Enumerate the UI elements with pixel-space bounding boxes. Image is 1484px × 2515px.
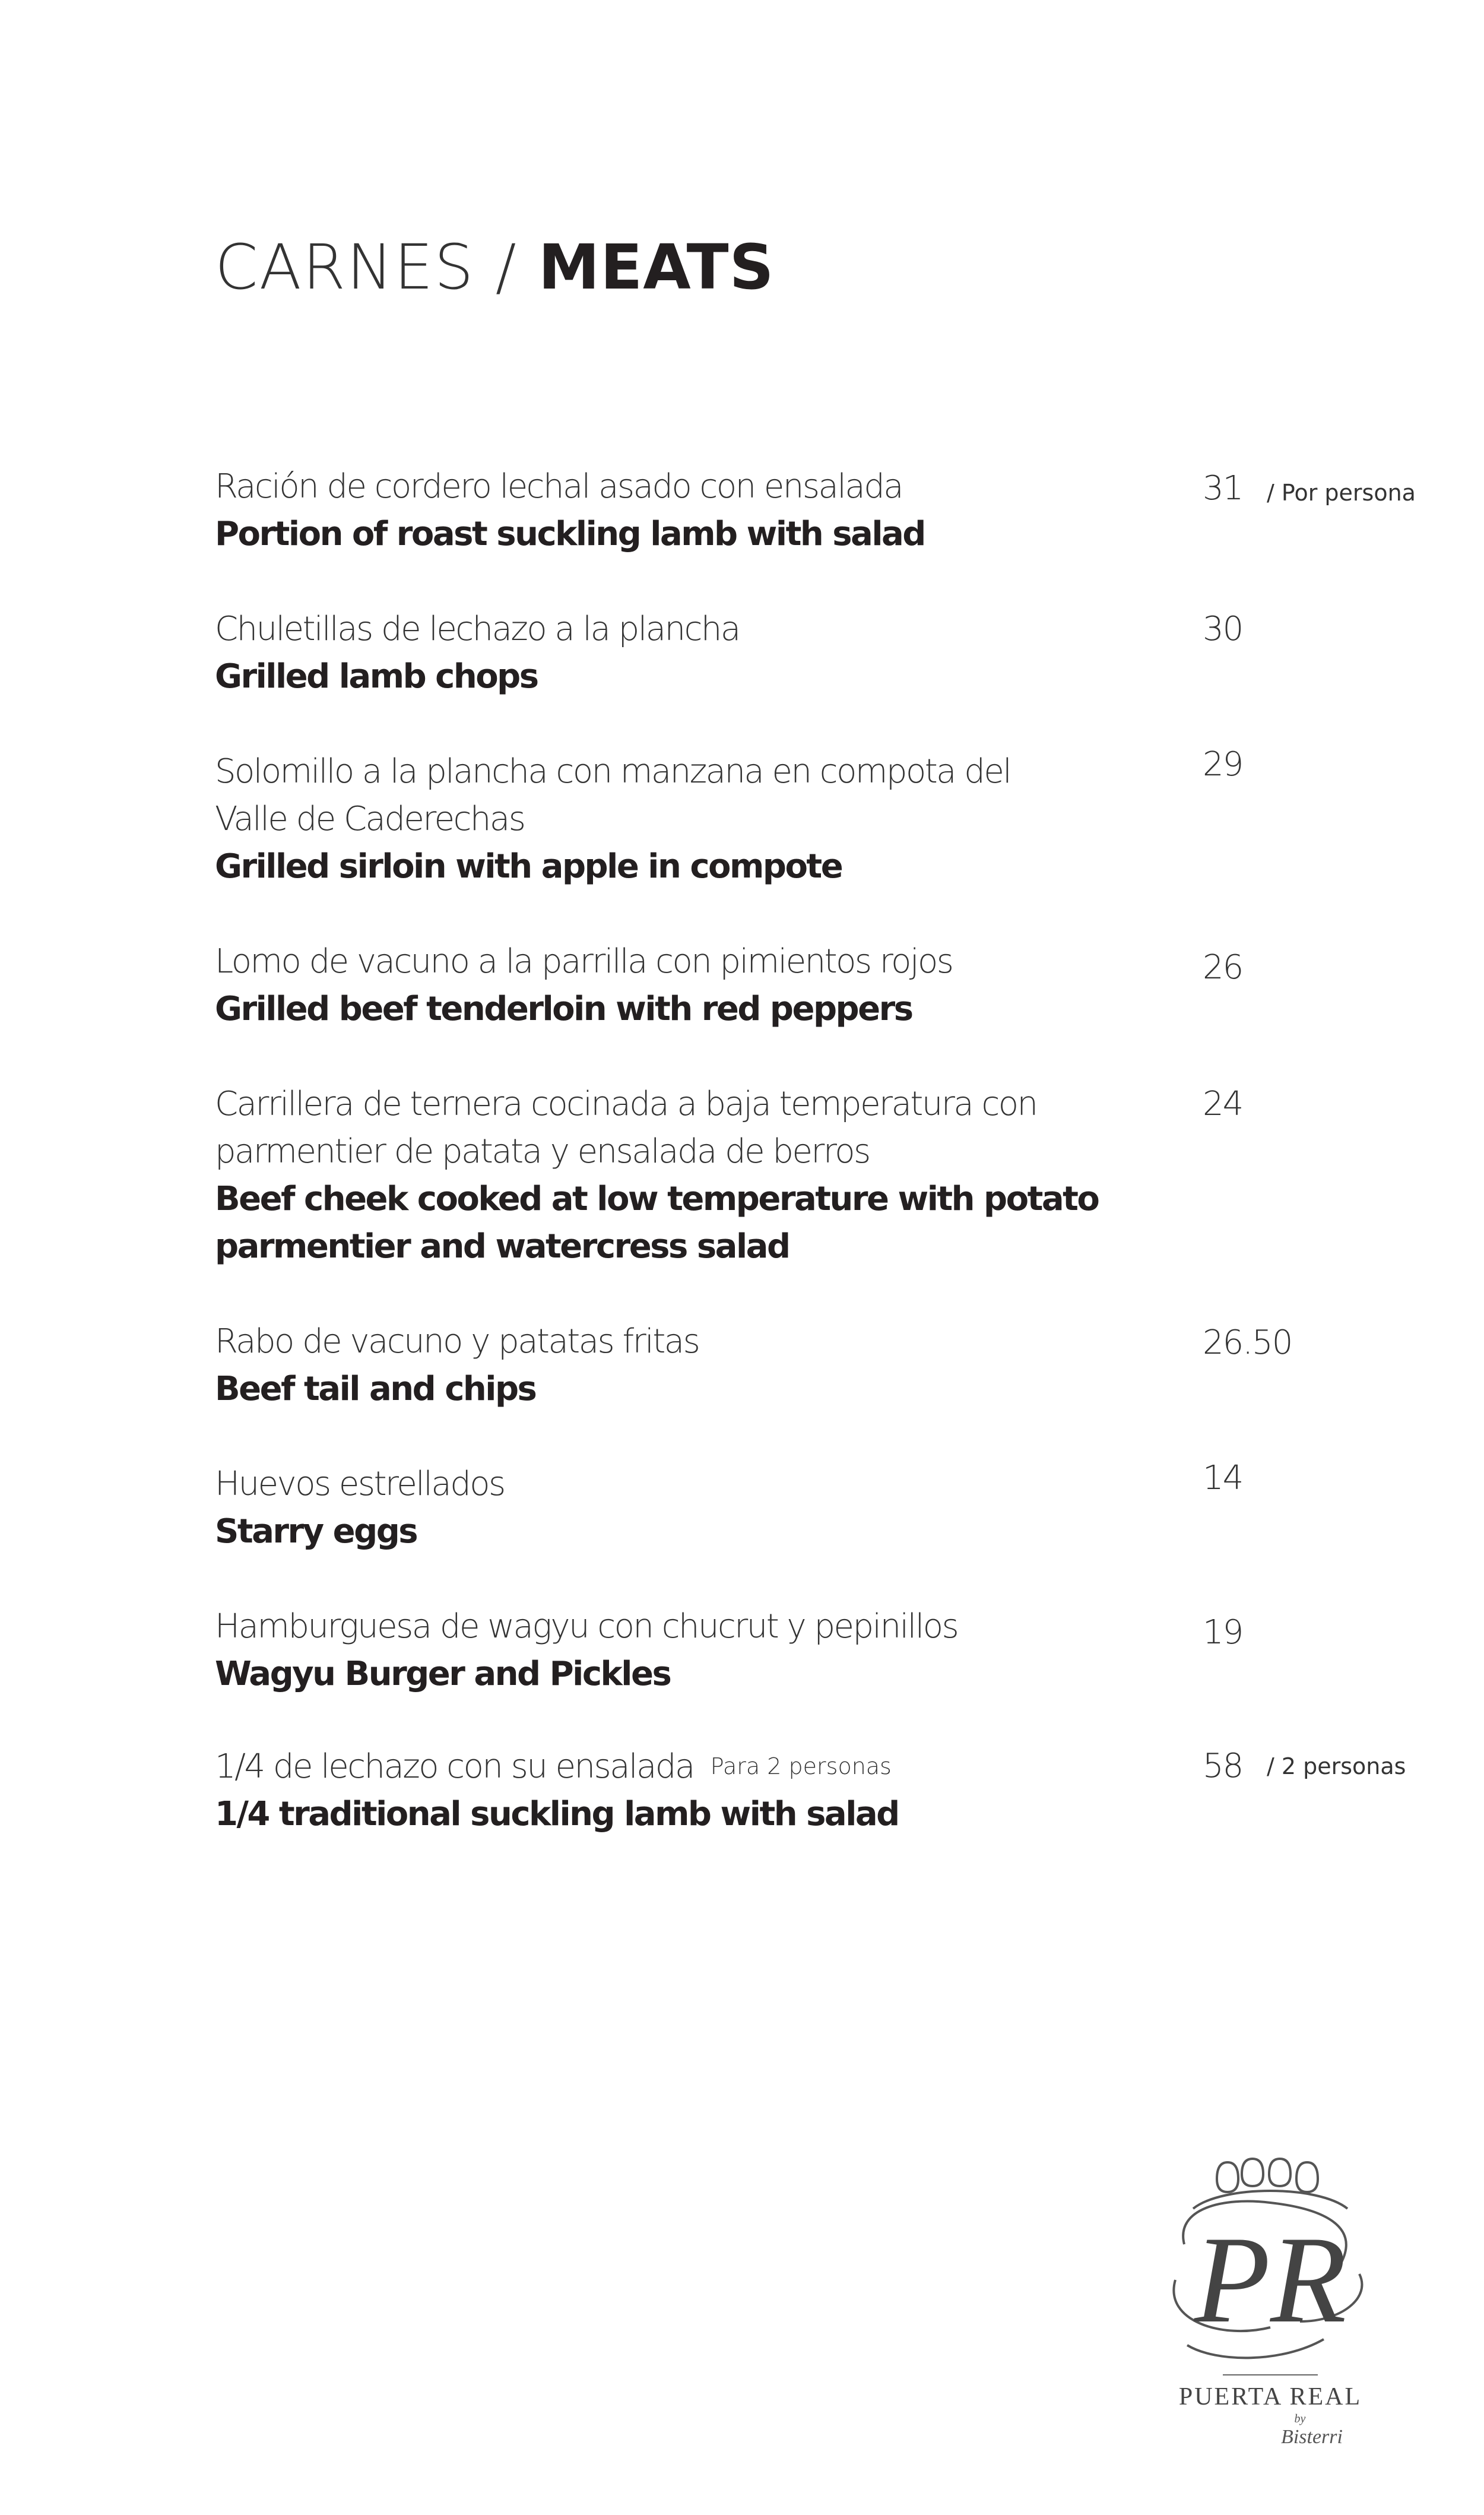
- item-name-es: Rabo de vacuno y patatas fritas: [215, 1322, 699, 1361]
- price-note: / 2 personas: [1267, 1753, 1406, 1779]
- item-name-en: Portion of roast suckling lamb with salad: [215, 515, 925, 553]
- item-price: 30: [1203, 610, 1243, 648]
- item-name-en: parmentier and watercress salad: [215, 1227, 789, 1266]
- menu-item: [215, 463, 1046, 558]
- title-spanish: CARNES /: [215, 231, 538, 303]
- menu-item: [215, 748, 1046, 891]
- page-title: [215, 226, 775, 309]
- item-name-es: Lomo de vacuno a la parrilla con pimientos rojos: [215, 942, 953, 981]
- item-price: 31: [1203, 469, 1243, 508]
- item-name-es: Chuletillas de lechazo a la plancha: [215, 610, 740, 648]
- menu-item: [215, 1743, 1046, 1838]
- item-name-es: Solomillo a la plancha con manzana en compota del: [215, 752, 1011, 791]
- item-name-es: parmentier de patata y ensalada de berros: [215, 1132, 870, 1171]
- item-name-es: Ración de cordero lechal asado con ensalada: [215, 467, 903, 506]
- menu-item: [215, 1461, 1046, 1556]
- item-name-en: 1/4 traditional suckling lamb with salad: [215, 1795, 899, 1833]
- item-price: 14: [1203, 1459, 1243, 1497]
- restaurant-logo: [1152, 2143, 1389, 2446]
- item-name-en: Starry eggs: [215, 1512, 417, 1551]
- menu-item: [215, 606, 1046, 701]
- price-note: / Por persona: [1267, 480, 1416, 506]
- monogram-text: PR: [1194, 2211, 1347, 2349]
- item-name-en: Grilled lamb chops: [215, 657, 538, 696]
- title-english: MEATS: [538, 231, 775, 303]
- logo-by: by: [1294, 2412, 1306, 2425]
- item-name-en: Beef cheek cooked at low temperature with potato: [215, 1180, 1099, 1218]
- item-name-en: Grilled beef tenderloin with red peppers: [215, 990, 912, 1028]
- item-name-es: [215, 1743, 1046, 1791]
- item-name-es: Hamburguesa de wagyu con chucrut y pepinillos: [215, 1607, 958, 1646]
- item-price: 26.50: [1203, 1323, 1292, 1362]
- item-name-es: Carrillera de ternera cocinada a baja temperatura con: [215, 1085, 1037, 1123]
- item-price: 26: [1203, 948, 1243, 987]
- logo-signature: Bisterri: [1281, 2426, 1343, 2446]
- item-name-es-text: 1/4 de lechazo con su ensalada: [215, 1747, 694, 1786]
- item-name-es: Huevos estrellados: [215, 1465, 505, 1503]
- item-name-en: Beef tail and chips: [215, 1370, 536, 1408]
- item-price: 24: [1203, 1085, 1243, 1123]
- menu-item: [215, 938, 1046, 1033]
- item-price: 58: [1203, 1747, 1243, 1785]
- logo-name: PUERTA REAL: [1178, 2383, 1362, 2411]
- item-price: 19: [1203, 1613, 1243, 1652]
- menu-item: [215, 1318, 1046, 1413]
- item-price: 29: [1203, 745, 1243, 784]
- menu-item: [215, 1081, 1099, 1271]
- item-name-en: Wagyu Burger and Pickles: [215, 1655, 671, 1693]
- serving-note: Para 2 personas: [710, 1753, 892, 1779]
- menu-item: [215, 1603, 1046, 1698]
- item-name-en: Grilled sirloin with apple in compote: [215, 847, 842, 886]
- item-name-es: Valle de Caderechas: [215, 800, 525, 838]
- puerta-real-logo-mark: [1152, 2143, 1389, 2446]
